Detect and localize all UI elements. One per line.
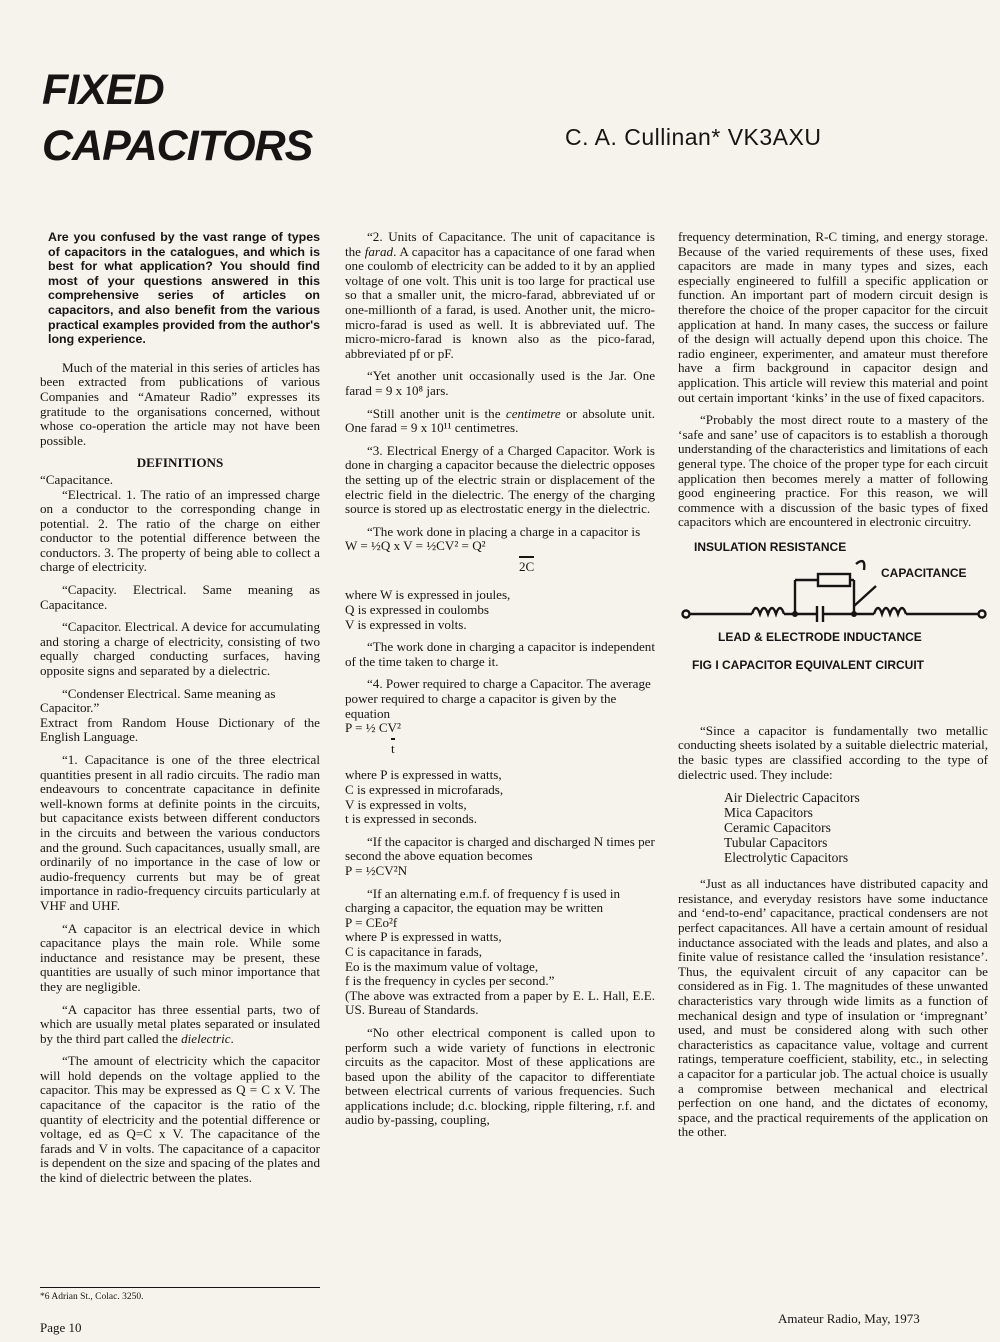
definition-source: Extract from Random House Dictionary of the English Language. <box>40 714 320 745</box>
list-item: Tubular Capacitors <box>724 835 828 851</box>
list-item: Ceramic Capacitors <box>724 820 831 836</box>
title-line-1: FIXED <box>42 66 164 114</box>
author-footnote: *6 Adrian St., Colac. 3250. <box>40 1287 320 1302</box>
capacitor-types-list <box>724 790 988 865</box>
lead-paragraph: Are you confused by the vast range of types of capacitors in the catalogues, and which is best for what application? You should find most of your questions answered in this comprehensive series of articles on capacitors, and also benefit from the various practical examples provided from the author's long experience. <box>48 230 320 347</box>
equation-work <box>345 539 655 574</box>
paragraph-alternating: “If an alternating e.m.f. of frequency f is used in charging a capacitor, the equation may be written <box>345 885 621 916</box>
paragraph-capacitor-device: “A capacitor is an electrical device in which capacitance plays the main role. While some inductance and resistance may be present, these quantities are usually of such minor importance that they are negligible. <box>40 920 320 994</box>
paragraph-just-as-inductances: “Just as all inductances have distributed capacity and resistance, and everyday resistors have some inductance and ‘end-to-end’ capacitance, practical condensers are not perfect capacitances. All have a certain amount of residual inductance associated with the leads and plates, and also a finite value of resistance called the ‘insulation resistance’. Thus, the equivalent circuit of any capacitor can be considered as in Fig. 1. The magnitudes of these unwanted characteristics vary through wide limits as a function of mechanical design and type of insulation or ‘impregnant’ used, and must be considered along with such other characteristics as capacitance value, voltage and current ratings, temperature coefficient, stability, etc., in selecting a capacitor for a particular job. The actual choice is usually a compromise between mechanical and electrical perfection on one hand, and the dictates of economy, space, and the practical requirements of the application on the other. <box>678 876 988 1140</box>
paragraph-source: (The above was extracted from a paper by E. L. Hall, E.E. US. Bureau of Standards. <box>345 987 655 1018</box>
title-line-2: CAPACITORS <box>42 122 313 170</box>
where-eo: Eo is the maximum value of voltage, <box>345 958 539 974</box>
where-c2: C is capacitance in farads, <box>345 943 483 959</box>
paragraph-essential-parts: “A capacitor has three essential parts, two of which are usually metal plates separated or insulated by the third part called the dielectric. <box>40 1001 320 1046</box>
paragraph-continuation: frequency determination, R-C timing, and energy storage. Because of the varied requirements of these uses, fixed capacitors are made in many types and sizes, each especially engineered to fulfill a specific application or function. An important part of modern circuit design is therefore the choice of the proper capacitor for the circuit application at hand. In many cases, the success or failure of the design will actually depend upon this choice. The radio engineer, experimenter, and amateur must therefore have a firm background in capacitor design and application. This article will review this material and point out certain important ‘kinks’ in the use of fixed capacitors. <box>678 229 988 405</box>
equivalent-circuit-figure <box>678 539 988 696</box>
paragraph-n-times: “If the capacitor is charged and discharged N times per second the above equation becomes <box>345 833 655 864</box>
right-terminal <box>979 610 986 617</box>
where-w: where W is expressed in joules, <box>345 587 511 603</box>
where-c: C is expressed in microfarads, <box>345 782 504 797</box>
list-item: Mica Capacitors <box>724 805 813 821</box>
equation-ac: P = CEo²f <box>345 914 398 930</box>
equation-n: P = ½CV²N <box>345 862 408 878</box>
where-p2: where P is expressed in watts, <box>345 929 502 945</box>
insulation-resistor <box>818 574 850 586</box>
paragraph-power: “4. Power required to charge a Capacitor. The average power required to charge a capacitor is given by the equation <box>345 676 651 721</box>
paragraph-electrical-energy: “3. Electrical Energy of a Charged Capacitor. Work is done in charging a capacitor because the dielectric opposes the setting up of the electric strain or displacement of the electric field in the dielectric. The energy of the charging source is stored up as electrostatic energy in the dielectric. <box>345 442 655 517</box>
paragraph-mastery: “Probably the most direct route to a mastery of the ‘safe and sane’ use of capacitors is to establish a thorough understanding of the characteristics and limitations of each general type. The choice of the proper type for each circuit application then becomes merely a matter of following good engineering practice. For this reason, we will commence with a discussion of the basic types of fixed capacitors which are encountered in electronic circuitry. <box>678 412 988 530</box>
label-capacitance: CAPACITANCE <box>881 565 967 580</box>
definition-electrical: “Electrical. 1. The ratio of an impressed charge on a conductor to the corresponding change in potential. 2. The ratio of the charge on either conductor to the potential difference between the conductors. 3. The property of being able to collect a charge of electricity. <box>40 486 320 575</box>
where-f: f is the frequency in cycles per second.” <box>345 973 555 989</box>
insulation-leader <box>856 561 864 570</box>
acknowledgement-paragraph: Much of the material in this series of articles has been extracted from publications of various Companies and “Amateur Radio” expresses its gratitude to the organisations concerned, without whose co-operation the article may not have been possible. <box>40 359 320 448</box>
equation-power-denominator: t <box>391 738 395 757</box>
column-2 <box>345 230 655 1136</box>
where-v: V is expressed in volts. <box>345 616 467 632</box>
right-inductor <box>874 608 906 614</box>
paragraph-amount-of-electricity: “The amount of electricity which the capacitor will hold depends on the voltage applied to the capacitor. This may be expressed as Q = C x V. The capacitance of the capacitor is the ratio of the quantity of electricity and the potential difference or voltage, ed as Q=C x V. The capacitance of the farads and V in volts. The capacitance of a capacitor is dependent on the size and spacing of the plates and the kind of dielectric between the plates. <box>40 1053 320 1186</box>
column-1 <box>40 230 320 1194</box>
capacitance-leader <box>854 586 876 606</box>
where-p: where P is expressed in watts, <box>345 767 502 783</box>
label-lead-inductance: LEAD & ELECTRODE INDUCTANCE <box>718 629 922 644</box>
paragraph-no-other-component: “No other electrical component is called upon to perform such a wide variety of functions in electronic circuits as the capacitor. Most of these applications are based upon the ability of the capacitor to differentiate between electrical currents of various frequencies. Such applications include; d.c. blocking, ripple filtering, r.f. and audio by-passing, coupling, <box>345 1024 655 1128</box>
equation-power <box>345 721 655 756</box>
equation-work-denominator: 2C <box>519 556 534 575</box>
where-v2: V is expressed in volts, <box>345 796 467 812</box>
article-title <box>42 62 342 174</box>
paragraph-since-capacitor: “Since a capacitor is fundamentally two metallic conducting sheets isolated by a suitable dielectric material, the basic types are classified according to the type of dielectric used. They include: <box>678 722 988 782</box>
paragraph-capacitance-quantity: “1. Capacitance is one of the three electrical quantities present in all radio circuits. The radio man endeavours to concentrate capacitance in definite well-known forms at definite points in the circuits, but capacitance exists between different conductors in the circuits and between the various conductors and the ground. Such capacitances, usually small, are ordinarily of no importance in the case of low or audio-frequency currents but may be of great importance in radio-frequency circuits particularly at VHF and UHF. <box>40 752 320 913</box>
paragraph-units: “2. Units of Capacitance. The unit of capacitance is the farad. A capacitor has a capacitance of one farad when one coulomb of electricity can be added to it by an applied voltage of one volt. This unit is too large for practical use so that a smaller unit, the micro-farad, abbreviated uf or one-millionth of a farad, is used. Another unit, the micro-micro-farad is used as well. It is abbreviated uuf. The micro-micro-farad is known also as the pico-farad, abbreviated pf or pF. <box>345 229 655 361</box>
paragraph-jar-unit: “Yet another unit occasionally used is the Jar. One farad = 9 x 10⁸ jars. <box>345 368 655 398</box>
equation-power-fraction <box>391 736 395 757</box>
left-terminal <box>683 610 690 617</box>
definition-condenser: “Condenser Electrical. Same meaning as Capacitor.” <box>40 685 276 716</box>
list-item: Air Dielectric Capacitors <box>724 790 860 806</box>
paragraph-work-intro: “The work done in placing a charge in a capacitor is <box>367 523 641 539</box>
figure-caption: FIG I CAPACITOR EQUIVALENT CIRCUIT <box>692 657 925 672</box>
definition-capacity: “Capacity. Electrical. Same meaning as Capacitance. <box>40 582 320 612</box>
paragraph-centimetre-unit: “Still another unit is the centimetre or absolute unit. One farad = 9 x 10¹¹ centimetres. <box>345 405 656 436</box>
label-insulation-resistance: INSULATION RESISTANCE <box>694 539 847 554</box>
page-number: Page 10 <box>40 1320 82 1335</box>
definition-capacitor: “Capacitor. Electrical. A device for accumulating and storing a charge of electricity, consisting of two equally charged conducting surfaces, having opposite signs and separated by a dielectric. <box>40 619 320 679</box>
magazine-issue: Amateur Radio, May, 1973 <box>778 1311 920 1326</box>
equation-work-fraction <box>519 554 534 575</box>
definitions-heading: DEFINITIONS <box>136 455 224 471</box>
definition-capacitance: “Capacitance. <box>40 471 114 487</box>
paragraph-time-independent: “The work done in charging a capacitor is independent of the time taken to charge it. <box>345 639 655 669</box>
where-t: t is expressed in seconds. <box>345 811 478 827</box>
column-3 <box>678 230 988 1148</box>
equation-power-numerator: P = ½ CV² <box>345 720 401 736</box>
list-item: Electrolytic Capacitors <box>724 850 849 866</box>
equation-work-numerator: W = ½Q x V = ½CV² = Q² <box>345 538 486 554</box>
author-byline: C. A. Cullinan* VK3AXU <box>565 124 822 150</box>
where-q: Q is expressed in coulombs <box>345 602 490 618</box>
left-inductor <box>752 608 784 614</box>
